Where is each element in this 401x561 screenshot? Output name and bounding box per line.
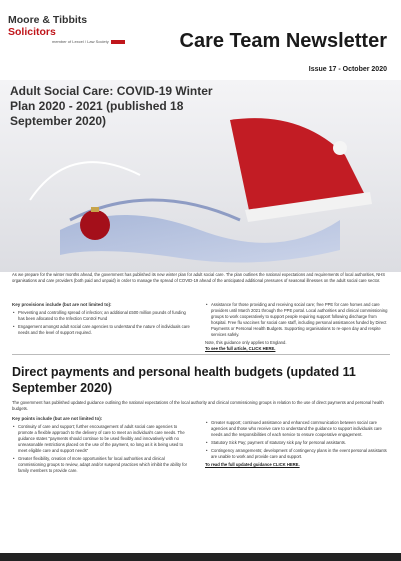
list-item: • Continuity of care and support; further encouragement of adult social care agencies to promote a flexible approach to the delivery of care to meet an individual's care needs. The guidance states "payments should continue to be used flexibly and innovatively with no unreasonable restrictions placed on the use of the payment, so long as it is being used to meet eligible care and support needs" [18,424,190,454]
provisions-list-2 [205,302,390,338]
note-text: Note, this guidance only applies to England. [205,340,287,345]
list-item: • Preventing and controlling spread of infection; an additional £500 million pounds of funding has been allocated to the Infection Control Fund [18,310,190,322]
article-left-column [12,302,190,338]
list-item: • Engagement amongst adult social care agencies to understand the nature of individuals care needs and the level of support required. [18,324,190,336]
masthead [0,0,401,80]
list-item: • Greater flexibility, creation of more opportunities for local authorities and clinical commissioning groups to review, adapt and/or suspend practices which inhibit the ability for family members to provide care. [18,456,190,474]
list-item: • Assistance for those providing and receiving social care; free PPE for care homes and care providers until March 2021 through the PPE portal. Local authorities and clinical commissioning groups to work cooperatively to support people requiring support following discharge from hospital. Free flu vaccines for social care staff, including personal assistances funded by Direct Payments or Personal Health Budgets. Supporting organisations to re-open day and respite services safely. [211,302,390,338]
newsletter-title: Care Team Newsletter [179,30,387,52]
section-divider [12,354,390,355]
article-intro: As we prepare for the winter months ahead, the government has published its new winter plan for adult social care. The plan outlines the national expectations and requirements of local authorities, NHS organisations and care providers (both paid and unpaid) in order to manage the spread of COVID-19 ahead of the anticipated additional pressures of seasonal illnesses on the adult social care sector. [12,272,386,283]
list-item: • Statutory Sick Pay; payment of statutory sick pay for personal assistants. [211,440,390,446]
brand-subtitle: Solicitors [8,26,56,38]
updated-guidance-link[interactable]: To read the full updated guidance CLICK HERE. [205,462,300,467]
key-points-list-2 [205,420,390,460]
list-item: • Greater support; continued assistance and enhanced communication between social care agencies and those who receive care to understand the guidance to support individuals care needs and the responsibilities of each service to ensure cooperative engagement. [211,420,390,438]
list-item: • Contingency arrangements; development of contingency plans in the event personal assistants are unable to work and provide care and support. [211,448,390,460]
issue-label: Issue 17 - October 2020 [308,66,387,73]
key-points-list [12,424,190,474]
section2-intro: The government has published updated guidance outlining the national expectations of the local authority and clinical commissioning groups in relation to the use of direct payments and personal health budgets. [12,400,384,411]
section2-right-column [205,420,390,468]
brand-name: Moore & Tibbits [8,14,88,26]
section2-left-column [12,416,190,476]
provisions-list [12,310,190,336]
key-points-heading: Key points include (but are not limited to): [12,416,103,421]
provisions-heading: Key provisions include (but are not limited to): [12,302,112,307]
full-article-link[interactable]: To see the full article, CLICK HERE. [205,346,276,351]
member-badge: member of Lexcel / Law Society [52,39,125,44]
section-title: Direct payments and personal health budgets (updated 11 September 2020) [12,365,356,395]
article-right-column [205,302,390,352]
article-title: Adult Social Care: COVID-19 Winter Plan 2020 - 2021 (published 18 September 2020) [10,84,213,128]
footer-bar [0,553,401,561]
member-badge-mark [111,40,125,44]
